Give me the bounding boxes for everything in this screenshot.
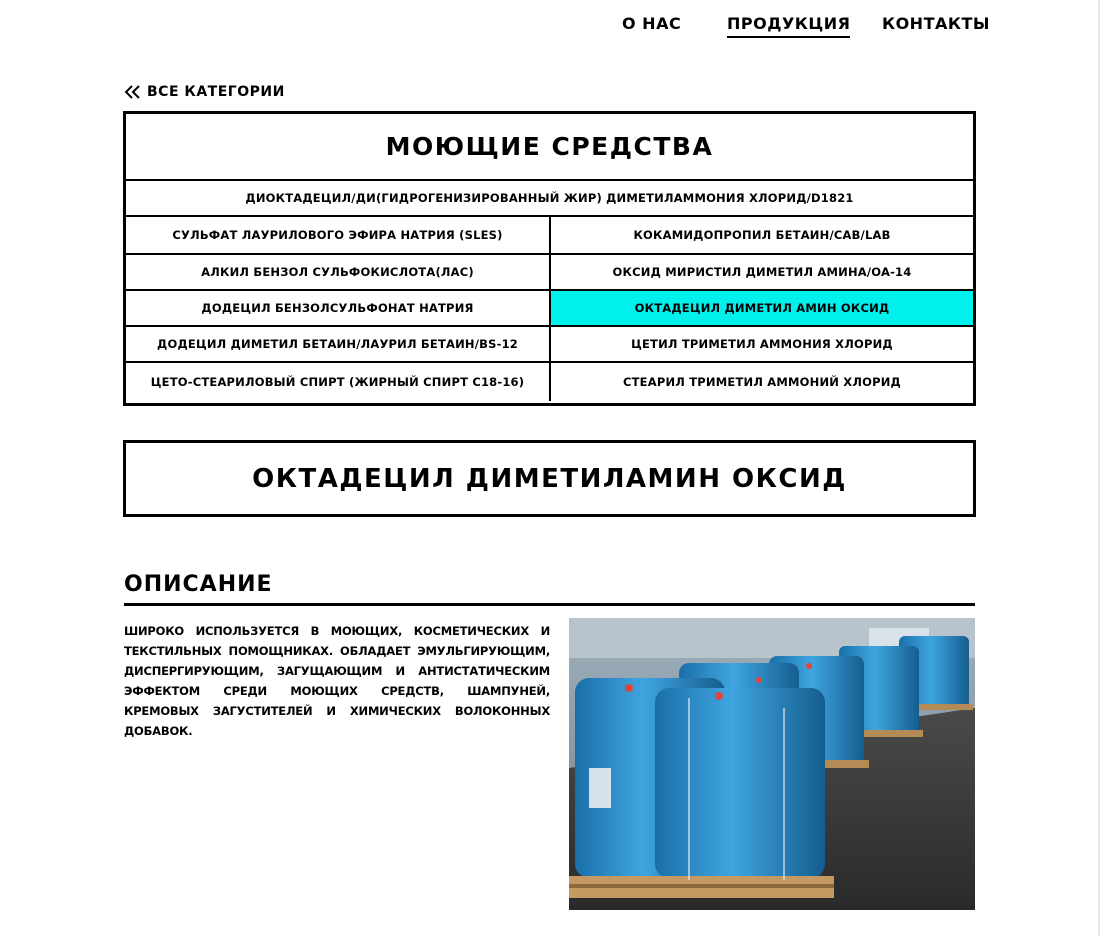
nav-products[interactable]: ПРОДУКЦИЯ [727, 13, 850, 38]
category-item[interactable]: ЦЕТО-СТЕАРИЛОВЫЙ СПИРТ (ЖИРНЫЙ СПИРТ С18-16) [126, 363, 551, 401]
category-item-d1821[interactable]: ДИОКТАДЕЦИЛ/ДИ(ГИДРОГЕНИЗИРОВАННЫЙ ЖИР) ДИМЕТИЛАММОНИЯ ХЛОРИД/D1821 [126, 181, 973, 217]
category-table [123, 111, 976, 406]
double-chevron-left-icon [123, 84, 141, 100]
all-categories-link[interactable] [123, 82, 285, 102]
category-item[interactable]: КОКАМИДОПРОПИЛ БЕТАИН/CAB/LAB [551, 217, 973, 255]
all-categories-label: ВСЕ КАТЕГОРИИ [147, 84, 285, 100]
category-item[interactable]: ОКСИД МИРИСТИЛ ДИМЕТИЛ АМИНА/OA-14 [551, 255, 973, 291]
category-item[interactable]: ЦЕТИЛ ТРИМЕТИЛ АММОНИЯ ХЛОРИД [551, 327, 973, 363]
category-title: МОЮЩИЕ СРЕДСТВА [126, 114, 973, 181]
category-item[interactable]: ДОДЕЦИЛ ДИМЕТИЛ БЕТАИН/ЛАУРИЛ БЕТАИН/BS-12 [126, 327, 551, 363]
product-photo [569, 618, 975, 910]
nav-contacts[interactable]: КОНТАКТЫ [882, 14, 990, 33]
category-item[interactable]: СУЛЬФАТ ЛАУРИЛОВОГО ЭФИРА НАТРИЯ (SLES) [126, 217, 551, 255]
description-heading: ОПИСАНИЕ [124, 570, 975, 606]
category-item[interactable]: СТЕАРИЛ ТРИМЕТИЛ АММОНИЙ ХЛОРИД [623, 375, 901, 389]
description-text: ШИРОКО ИСПОЛЬЗУЕТСЯ В МОЮЩИХ, КОСМЕТИЧЕСКИХ И ТЕКСТИЛЬНЫХ ПОМОЩНИКАХ. ОБЛАДАЕТ ЭМУЛЬГИРУЮЩИМ, ДИСПЕРГИРУЮЩИМ, ЗАГУЩАЮЩИМ И АНТИСТАТИЧЕСКИМ ЭФФЕКТОМ СРЕДИ МОЮЩИХ СРЕДСТВ, ШАМПУНЕЙ, КРЕМОВЫХ ЗАГУСТИТЕЛЕЙ И ХИМИЧЕСКИХ ВОЛОКОННЫХ ДОБАВОК. [124, 624, 550, 738]
category-item-active[interactable]: ОКТАДЕЦИЛ ДИМЕТИЛ АМИН ОКСИД [551, 291, 973, 327]
product-title: ОКТАДЕЦИЛ ДИМЕТИЛАМИН ОКСИД [123, 440, 976, 517]
category-item[interactable]: ДОДЕЦИЛ БЕНЗОЛСУЛЬФОНАТ НАТРИЯ [126, 291, 551, 327]
top-nav [0, 13, 990, 43]
nav-about[interactable]: О НАС [622, 14, 682, 33]
category-item[interactable]: АЛКИЛ БЕНЗОЛ СУЛЬФОКИСЛОТА(ЛАС) [126, 255, 551, 291]
